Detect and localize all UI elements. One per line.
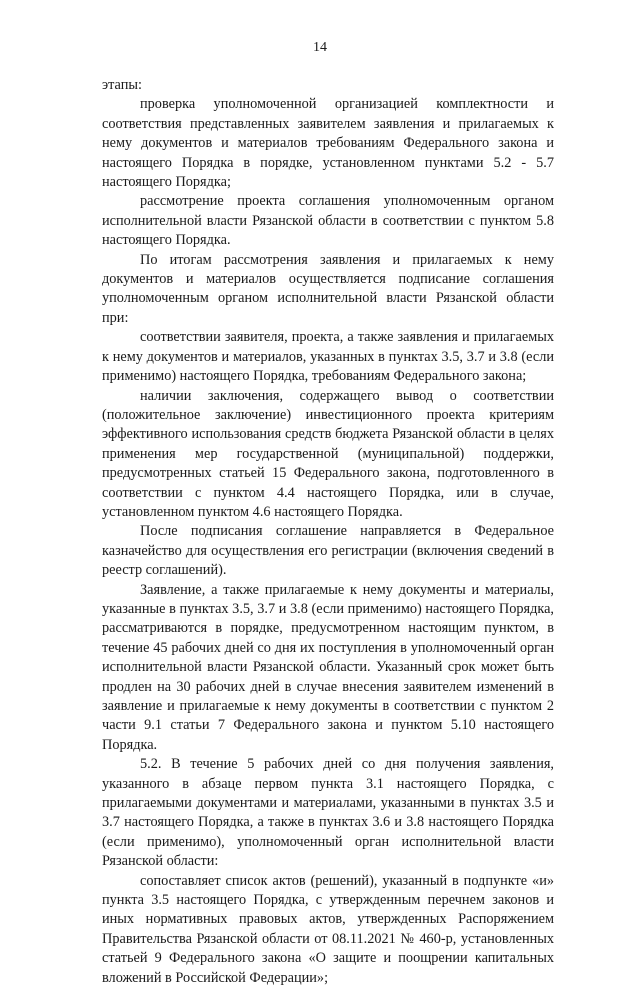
paragraph: этапы: [102, 77, 142, 93]
paragraph: сопоставляет список актов (решений), указанный в подпункте «и» пункта 3.5 настоящего Порядка, с утвержденным перечнем законов и иных нормативных правовых актов, утвержденных Распоряжением Правительства Рязанской области от 08.11.2021 № 460-р, установленных статьей 9 Федерального закона «О защите и поощрении капитальных вложений в Российской Федерации»; [102, 872, 554, 986]
paragraph: соответствии заявителя, проекта, а также заявления и прилагаемых к нему документов и материалов, указанных в пунктах 3.5, 3.7 и 3.8 (если применимо) настоящего Порядка, требованиям Федерального закона; [102, 329, 554, 385]
paragraph: Заявление, а также прилагаемые к нему документы и материалы, указанные в пунктах 3.5, 3.7 и 3.8 (если применимо) настоящего Порядка, рассматриваются в порядке, предусмотренном настоящим пунктом, в течение 45 рабочих дней со дня их поступления в уполномоченный орган исполнительной власти Рязанской области. Указанный срок может быть продлен на 30 рабочих дней в случае внесения заявителем изменений в заявление и прилагаемые к нему документы в соответствии с пунктом 2 части 9.1 статьи 7 Федерального закона и пунктом 5.10 настоящего Порядка. [102, 581, 554, 753]
page-number: 14 [313, 40, 327, 55]
paragraph: рассмотрение проекта соглашения уполномоченным органом исполнительной власти Рязанской области в соответствии с пунктом 5.8 настоящего Порядка. [102, 193, 554, 249]
document-body [102, 76, 554, 988]
paragraph: 5.2. В течение 5 рабочих дней со дня получения заявления, указанного в абзаце первом пункта 3.1 настоящего Порядка, с прилагаемыми документами и материалами, указанными в пунктах 3.5 и 3.7 настоящего Порядка, а также в пунктах 3.6 и 3.8 настоящего Порядка (если применимо), уполномоченный орган исполнительной власти Рязанской области: [102, 756, 554, 870]
paragraph: После подписания соглашение направляется в Федеральное казначейство для осуществления его регистрации (включения сведений в реестр соглашений). [102, 523, 554, 579]
paragraph: наличии заключения, содержащего вывод о соответствии (положительное заключение) инвестиционного проекта критериям эффективного использования средств бюджета Рязанской области в целях применения мер государственной (муниципальной) поддержки, предусмотренных статьей 15 Федерального закона, подготовленного в соответствии с пунктом 4.4 настоящего Порядка, или в случае, установленном пунктом 4.6 настоящего Порядка. [102, 387, 554, 520]
paragraph: проверка уполномоченной организацией комплектности и соответствия представленных заявителем заявления и прилагаемых к нему документов и материалов требованиям Федерального закона и настоящего Порядка в порядке, установленном пунктами 5.2 - 5.7 настоящего Порядка; [102, 96, 554, 191]
paragraph: По итогам рассмотрения заявления и прилагаемых к нему документов и материалов осуществляется подписание соглашения уполномоченным органом исполнительной власти Рязанской области при: [102, 251, 554, 326]
